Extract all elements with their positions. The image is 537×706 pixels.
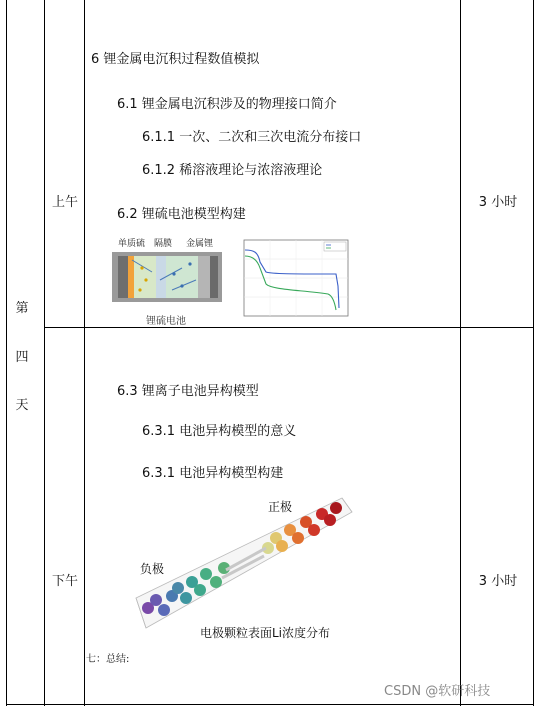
figure-caption-electrode: 电极颗粒表面Li浓度分布 — [200, 626, 331, 640]
section-6-3-1-b: 6.3.1 电池异构模型构建 — [142, 466, 284, 481]
table-border-left — [6, 0, 7, 706]
section-6-1-1: 6.1.1 一次、二次和三次电流分布接口 — [142, 130, 362, 145]
section-6-3-1-a: 6.3.1 电池异构模型的意义 — [142, 424, 297, 439]
label-positive-electrode: 正极 — [268, 500, 293, 514]
summary-label: 七：总结: — [86, 654, 130, 665]
table-border-day-col — [44, 0, 45, 706]
day-char-2: 四 — [15, 350, 29, 365]
label-lithium-metal: 金属锂 — [186, 239, 214, 249]
li-s-cell-diagram — [112, 250, 222, 304]
li-s-battery-figure — [110, 234, 226, 328]
label-negative-electrode: 负极 — [140, 562, 165, 576]
section-6-3: 6.3 锂离子电池异构模型 — [117, 384, 259, 399]
hours-morning: 3 小时 — [478, 195, 518, 210]
electrode-3d-render — [130, 490, 360, 640]
day-char-3: 天 — [15, 398, 29, 413]
period-afternoon: 下午 — [52, 574, 79, 589]
figure-caption-li-s: 锂硫电池 — [146, 316, 186, 327]
section-6-1-2: 6.1.2 稀溶液理论与浓溶液理论 — [142, 163, 323, 178]
table-border-right — [533, 0, 534, 706]
electrode-particle-figure — [130, 490, 360, 640]
section-heading-6: 6 锂金属电沉积过程数值模拟 — [91, 52, 260, 67]
day-char-1: 第 — [15, 301, 29, 316]
table-border-hours-col — [460, 0, 461, 706]
section-6-2: 6.2 锂硫电池模型构建 — [117, 207, 246, 222]
watermark: CSDN @软研科技 — [384, 684, 491, 699]
section-6-1: 6.1 锂金属电沉积涉及的物理接口简介 — [117, 97, 337, 112]
voltage-curve-figure — [232, 232, 352, 326]
period-morning: 上午 — [52, 195, 79, 210]
table-border-bottom — [6, 704, 534, 705]
table-border-period-col — [84, 0, 85, 706]
label-sulfur: 单质硫 — [118, 239, 146, 249]
hours-afternoon: 3 小时 — [478, 574, 518, 589]
voltage-curve-plot — [232, 232, 352, 326]
label-separator: 隔膜 — [154, 239, 173, 249]
